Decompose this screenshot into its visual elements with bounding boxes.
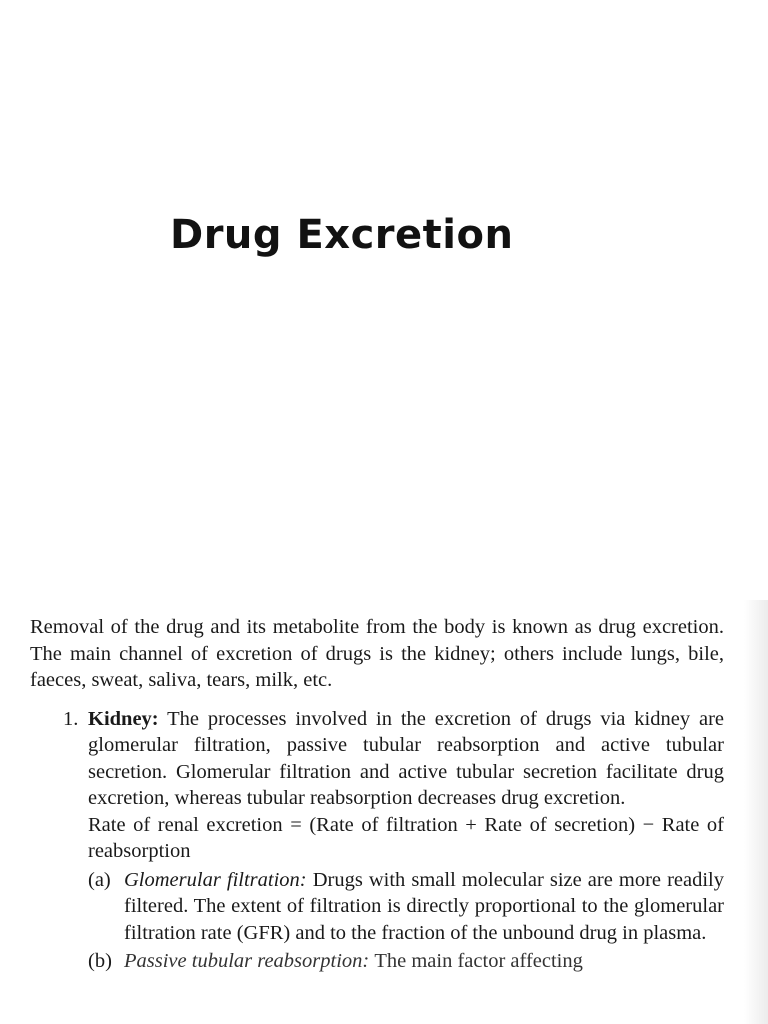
passive-reabsorption-paragraph <box>124 948 724 975</box>
page-edge-shadow <box>744 600 768 1024</box>
passive-reabsorption-heading: Passive tubular reabsorption: <box>124 950 370 972</box>
renal-excretion-formula: Rate of renal excretion = (Rate of filtration + Rate of secretion) − Rate of reabsorption <box>88 813 724 862</box>
sub-item-marker: (b) <box>88 950 112 972</box>
sub-item-passive-reabsorption <box>88 948 724 975</box>
chapter-title: Drug Excretion <box>170 212 514 258</box>
kidney-heading: Kidney: <box>88 707 159 730</box>
kidney-text: The processes involved in the excretion of drugs via kidney are glomerular filtration, passive tubular reabsorption and active tubular secretion. Glomerular filtration and active tubular secretion facilitate drug excretion, whereas tubular reabsorption decreases drug excretion. <box>88 707 724 809</box>
sub-item-glomerular-filtration <box>88 867 724 947</box>
glomerular-filtration-heading: Glomerular filtration: <box>124 868 307 891</box>
list-item-kidney <box>30 706 724 975</box>
passive-reabsorption-text: The main factor affecting <box>374 950 583 972</box>
intro-paragraph: Removal of the drug and its metabolite from the body is known as drug excretion. The main channel of excretion of drugs is the kidney; others include lungs, bile, faeces, sweat, saliva, tears, milk, etc. <box>30 616 724 691</box>
glomerular-filtration-text: Drugs with small molecular size are more readily filtered. The extent of filtration is directly proportional to the glomerular filtration rate (GFR) and to the fraction of the unbound drug in plasma. <box>124 868 724 944</box>
list-number: 1. <box>63 707 79 730</box>
body-text <box>30 614 724 975</box>
kidney-paragraph <box>88 706 724 812</box>
sub-item-marker: (a) <box>88 868 111 891</box>
glomerular-filtration-paragraph <box>124 867 724 947</box>
